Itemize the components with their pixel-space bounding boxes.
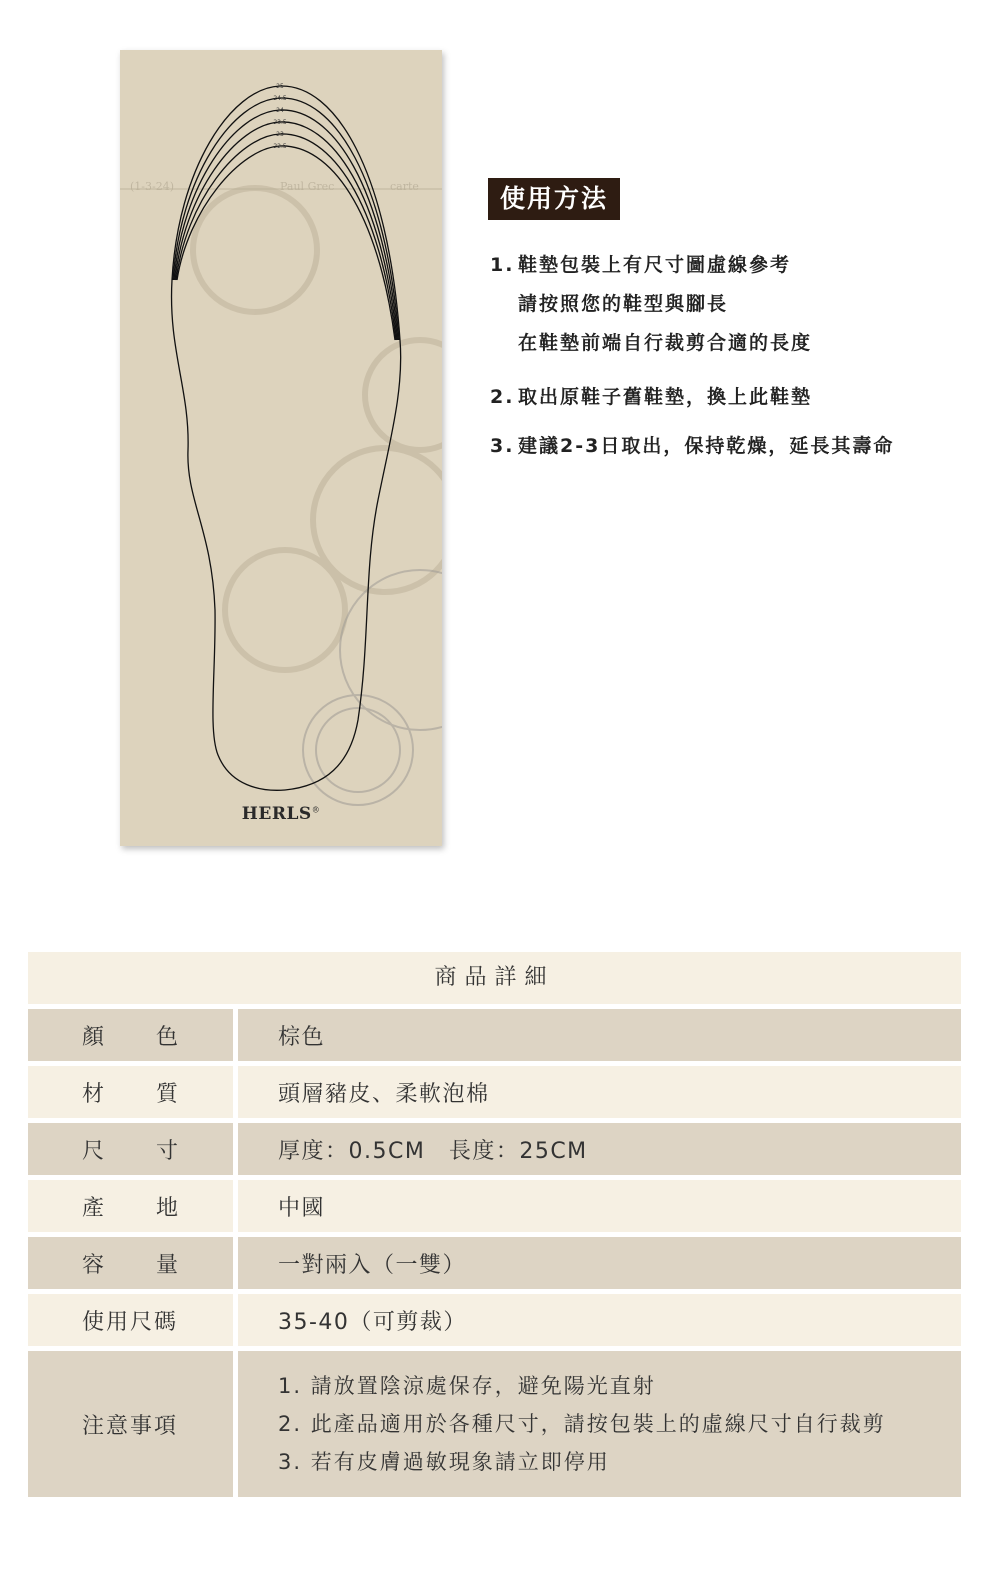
usage-step-1-line-3: 在鞋墊前端自行裁剪合適的長度 bbox=[518, 332, 813, 354]
row-label: 容 量 bbox=[28, 1237, 233, 1289]
table-title: 商品詳細 bbox=[28, 952, 961, 1004]
note-item: 2. 此產品適用於各種尺寸，請按包裝上的虛線尺寸自行裁剪 bbox=[278, 1412, 886, 1436]
row-label: 尺 寸 bbox=[28, 1123, 233, 1175]
usage-step-2: 2. 取出原鞋子舊鞋墊，換上此鞋墊 bbox=[490, 386, 813, 408]
row-value: 一對兩入（一雙） bbox=[238, 1237, 961, 1289]
table-row-color bbox=[28, 1009, 961, 1061]
size-mark-25: 25 bbox=[276, 83, 284, 90]
row-label: 使用尺碼 bbox=[28, 1294, 233, 1346]
product-details-table bbox=[28, 952, 961, 1497]
table-row-size bbox=[28, 1123, 961, 1175]
table-row-fit-size bbox=[28, 1294, 961, 1346]
table-row-material bbox=[28, 1066, 961, 1118]
svg-text:Paul Grec: Paul Grec bbox=[280, 180, 335, 193]
row-label: 材 質 bbox=[28, 1066, 233, 1118]
row-label: 注意事項 bbox=[28, 1351, 233, 1497]
table-row-origin bbox=[28, 1180, 961, 1232]
usage-step-1-line-2: 請按照您的鞋型與腳長 bbox=[518, 293, 729, 315]
size-mark-22-5: 22.5 bbox=[273, 143, 287, 150]
note-item: 1. 請放置陰涼處保存，避免陽光直射 bbox=[278, 1374, 656, 1398]
usage-step-1: 1. 鞋墊包裝上有尺寸圖虛線參考 bbox=[490, 254, 792, 276]
table-row-quantity bbox=[28, 1237, 961, 1289]
usage-step-3: 3. 建議2-3日取出，保持乾燥，延長其壽命 bbox=[490, 435, 895, 457]
table-row-notes bbox=[28, 1351, 961, 1497]
usage-title: 使用方法 bbox=[488, 178, 620, 220]
row-value: 厚度：0.5CM 長度：25CM bbox=[238, 1123, 961, 1175]
note-item: 3. 若有皮膚過敏現象請立即停用 bbox=[278, 1450, 610, 1474]
size-mark-23: 23 bbox=[276, 131, 284, 138]
brand-logo: HERLS® bbox=[241, 804, 321, 824]
row-value: 中國 bbox=[238, 1180, 961, 1232]
size-mark-24-5: 24.5 bbox=[273, 95, 287, 102]
svg-text:carte: carte bbox=[390, 180, 419, 193]
notes-list bbox=[238, 1351, 961, 1497]
svg-text:(1-3-24): (1-3-24) bbox=[130, 180, 175, 193]
size-mark-23-5: 23.5 bbox=[273, 119, 287, 126]
insole-card bbox=[120, 50, 442, 846]
insole-outline-graphic bbox=[120, 50, 442, 846]
row-value: 棕色 bbox=[238, 1009, 961, 1061]
row-value: 頭層豬皮、柔軟泡棉 bbox=[238, 1066, 961, 1118]
size-mark-24: 24 bbox=[276, 107, 284, 114]
row-label: 顏 色 bbox=[28, 1009, 233, 1061]
row-label: 產 地 bbox=[28, 1180, 233, 1232]
row-value: 35-40（可剪裁） bbox=[238, 1294, 961, 1346]
